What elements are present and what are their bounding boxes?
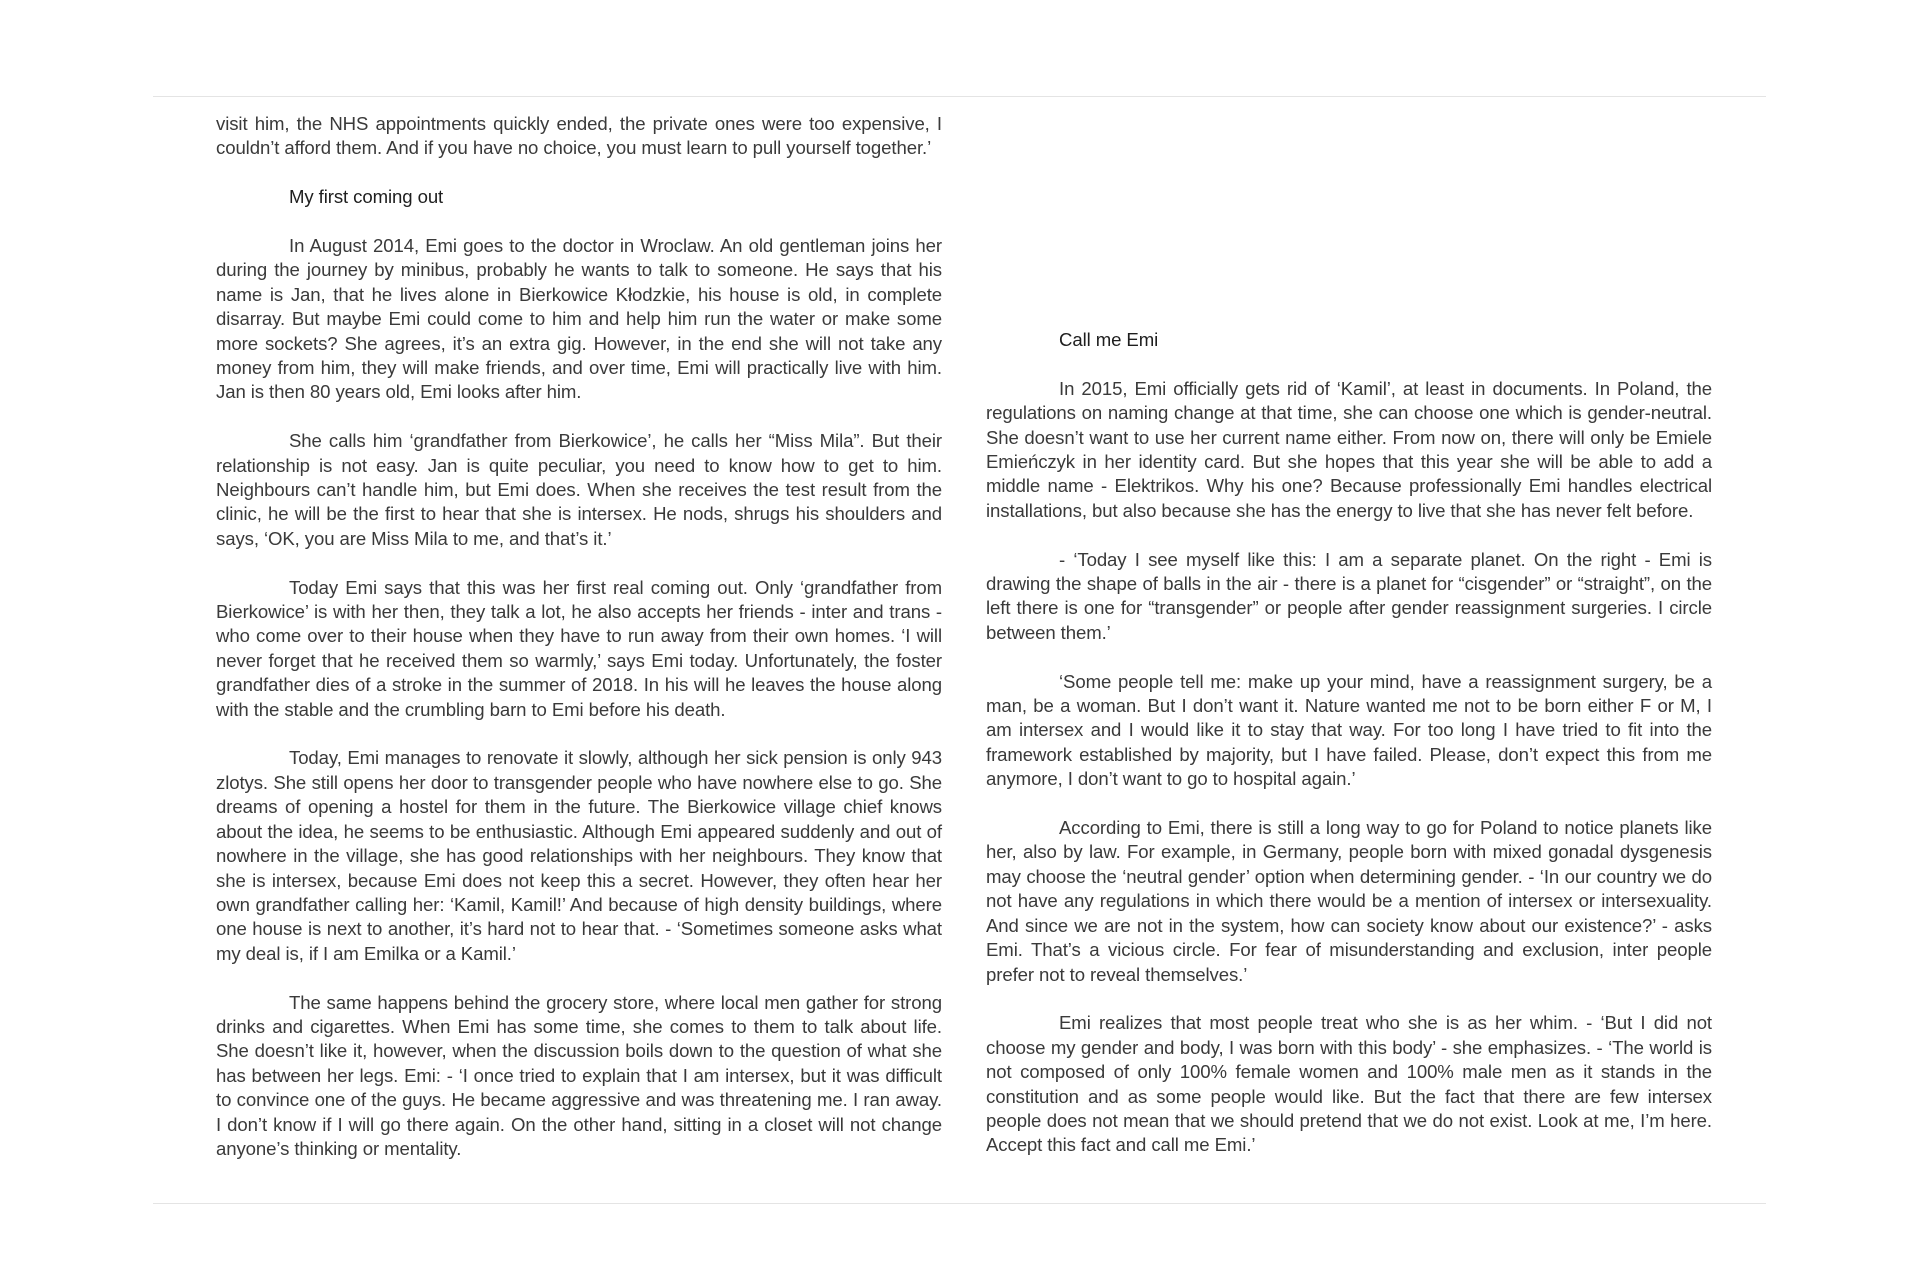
paragraph: In 2015, Emi officially gets rid of ‘Kamil’, at least in documents. In Poland, the regulations on naming change at that time, she can choose one which is gender-neutral. She doesn’t want to use her current name either. From now on, there will only be Emiele Emieńczyk in her identity card. But she hopes that this year she will be able to add a middle name - Elektrikos. Why his one? Because professionally Emi handles electrical installations, but also because she has the energy to live that she has never felt before. (986, 377, 1712, 521)
paragraph: - ‘Today I see myself like this: I am a separate planet. On the right - Emi is drawing the shape of balls in the air - there is a planet for “cisgender” or “straight”, on the left there is one for “transgender” or people after gender reassignment surgeries. I circle between them.’ (986, 548, 1712, 643)
bottom-divider (153, 1203, 1766, 1204)
right-column (986, 328, 1712, 1182)
section-heading-call-me-emi: Call me Emi (1059, 329, 1159, 350)
paragraph: Today Emi says that this was her first real coming out. Only ‘grandfather from Bierkowice’ is with her then, they talk a lot, he also accepts her friends - inter and trans - who come over to their house when they have to run away from their own homes. ‘I will never forget that he received them so warmly,’ says Emi today. Unfortunately, the foster grandfather dies of a stroke in the summer of 2018. In his will he leaves the house along with the stable and the crumbling barn to Emi before his death. (216, 576, 942, 720)
section-heading-first-coming-out: My first coming out (289, 186, 444, 208)
paragraph: Emi realizes that most people treat who she is as her whim. - ‘But I did not choose my gender and body, I was born with this body’ - she emphasizes. - ‘The world is not composed of only 100% female women and 100% male men as it stands in the constitution and as some people would like. But the fact that there are few intersex people does not mean that we should pretend that we do not exist. Look at me, I’m here. Accept this fact and call me Emi.’ (986, 1012, 1712, 1156)
left-column (216, 112, 942, 1186)
paragraph: The same happens behind the grocery store, where local men gather for strong drinks and cigarettes. When Emi has some time, she comes to them to talk about life. She doesn’t like it, however, when the discussion boils down to the question of what she has between her legs. Emi: - ‘I once tried to explain that I am intersex, but it was difficult to convince one of the guys. He became aggressive and was threatening me. I ran away. I don’t know if I will go there again. On the other hand, sitting in a closet will not change anyone’s thinking or mentality. (216, 991, 942, 1159)
paragraph: She calls him ‘grandfather from Bierkowice’, he calls her “Miss Mila”. But their relationship is not easy. Jan is quite peculiar, you need to know how to get to him. Neighbours can’t handle him, but Emi does. When she receives the test result from the clinic, he will be the first to hear that she is intersex. He nods, shrugs his shoulders and says, ‘OK, you are Miss Mila to me, and that’s it.’ (216, 430, 942, 549)
paragraph: According to Emi, there is still a long way to go for Poland to notice planets like her, also by law. For example, in Germany, people born with mixed gonadal dysgenesis may choose the ‘neutral gender’ option when determining gender. - ‘In our country we do not have any regulations in which there would be a mention of intersex or intersexuality. And since we are not in the system, how can society know about our existence?’ - asks Emi. That’s a vicious circle. For fear of misunderstanding and exclusion, inter people prefer not to reveal themselves.’ (986, 817, 1712, 985)
top-divider (153, 96, 1766, 97)
paragraph: Today, Emi manages to renovate it slowly, although her sick pension is only 943 zlotys. She still opens her door to transgender people who have nowhere else to go. She dreams of opening a hostel for them in the future. The Bierkowice village chief knows about the idea, he seems to be enthusiastic. Although Emi appeared suddenly and out of nowhere in the village, she has good relationships with her neighbours. They know that she is intersex, because Emi does not keep this a secret. However, they often hear her own grandfather calling her: ‘Kamil, Kamil!’ And because of high density buildings, where one house is next to another, it’s hard not to hear that. - ‘Sometimes someone asks what my deal is, if I am Emilka or a Kamil.’ (216, 747, 942, 964)
paragraph: ‘Some people tell me: make up your mind, have a reassignment surgery, be a man, be a woman. But I don’t want it. Nature wanted me not to be born either F or M, I am intersex and I would like it to stay that way. For too long I have tried to fit into the framework established by majority, but I have failed. Please, don’t expect this from me anymore, I don’t want to go to hospital again.’ (986, 670, 1712, 790)
continuation-paragraph: visit him, the NHS appointments quickly ended, the private ones were too expensive, I couldn’t afford them. And if you have no choice, you must learn to pull yourself together.’ (216, 113, 942, 159)
paragraph: In August 2014, Emi goes to the doctor in Wroclaw. An old gentleman joins her during the journey by minibus, probably he wants to talk to someone. He says that his name is Jan, that he lives alone in Bierkowice Kłodzkie, his house is old, in complete disarray. But maybe Emi could come to him and help him run the water or make some more sockets? She agrees, it’s an extra gig. However, in the end she will not take any money from him, they will make friends, and over time, Emi will practically live with him. Jan is then 80 years old, Emi looks after him. (216, 235, 942, 403)
